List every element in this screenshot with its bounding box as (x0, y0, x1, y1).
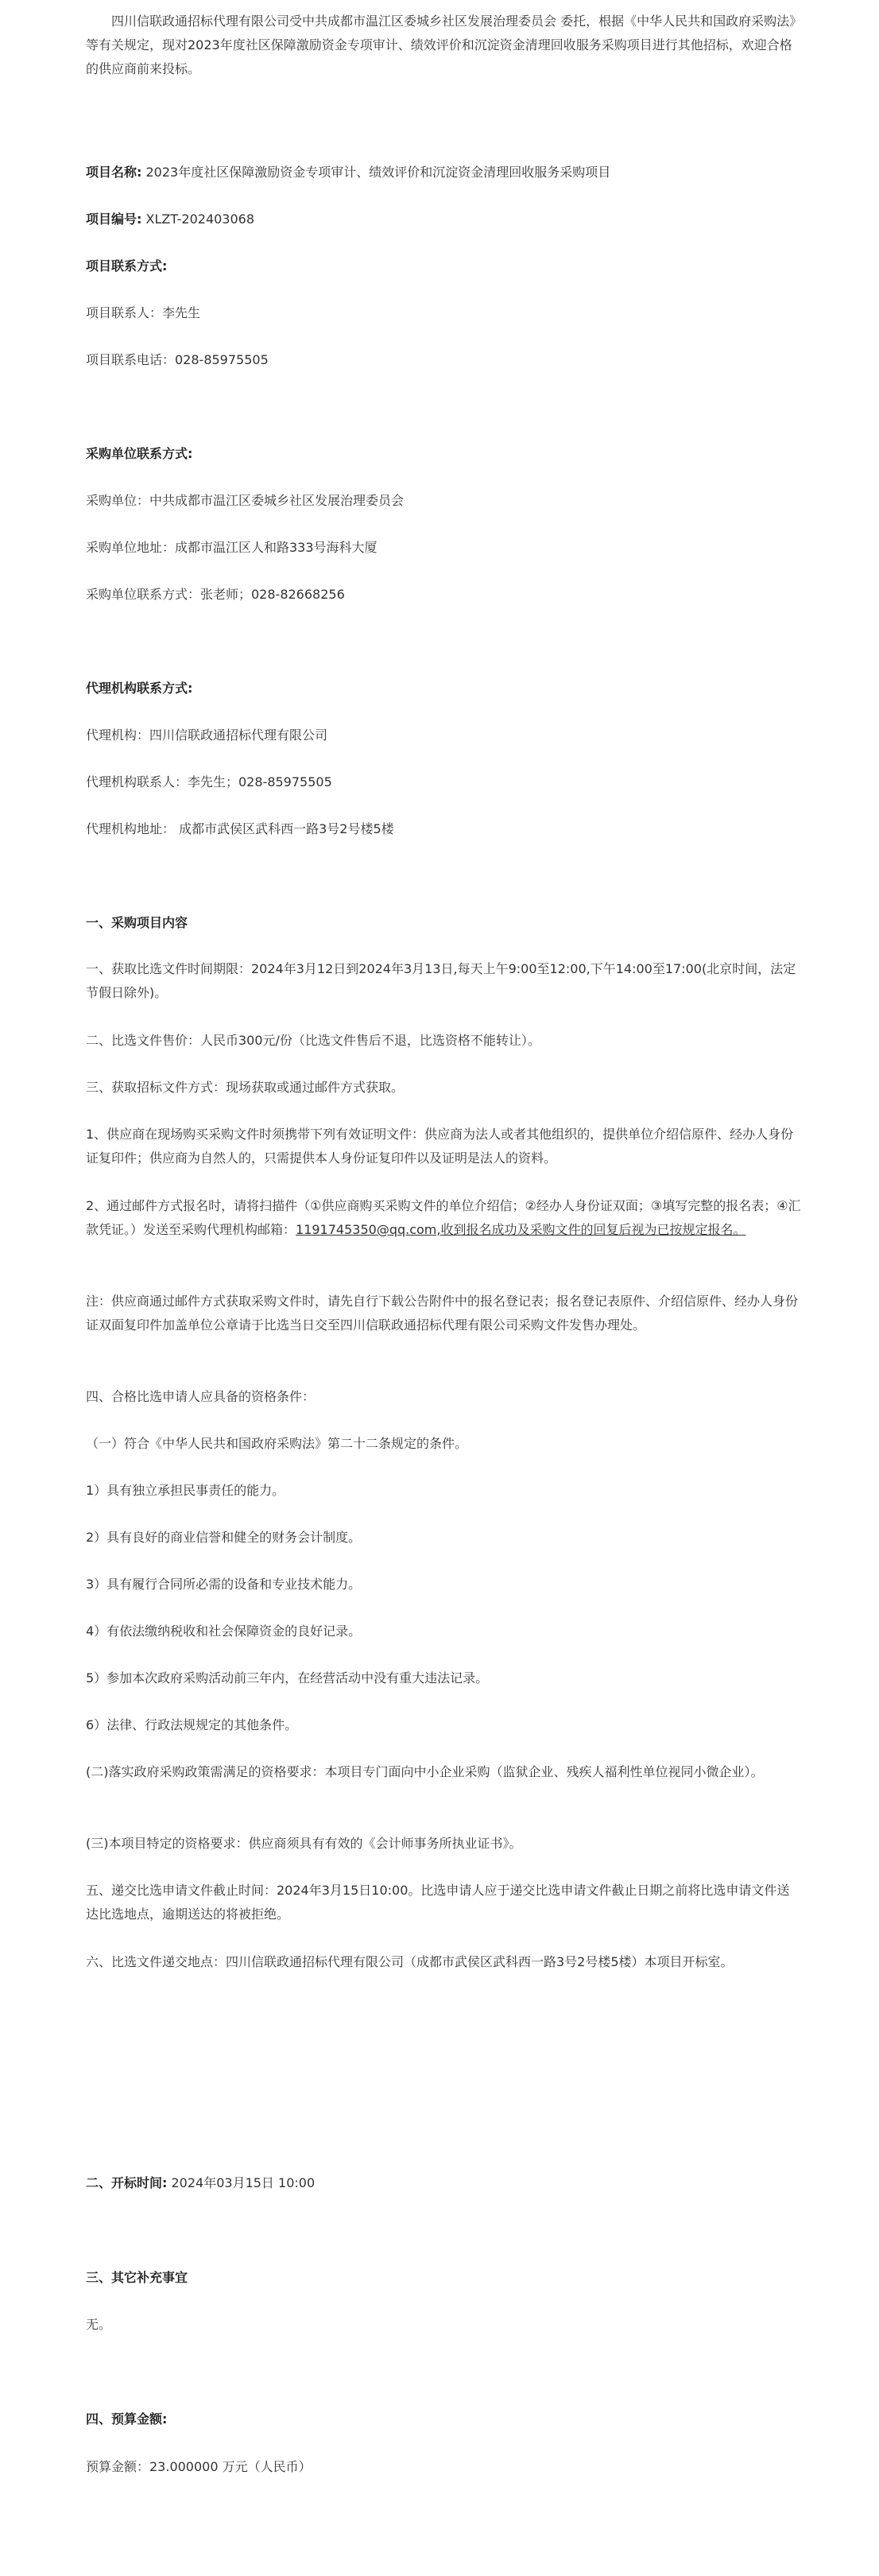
condition-6: 6）法律、行政法规规定的其他条件。 (86, 1717, 298, 1732)
project-name-label: 项目名称: (86, 165, 142, 180)
condition-3: 3）具有履行合同所必需的设备和专业技术能力。 (86, 1577, 362, 1592)
agency-address: 代理机构地址： 成都市武侯区武科西一路3号2号楼5楼 (86, 821, 394, 836)
project-number (86, 208, 801, 231)
qualification-2: (二)落实政府采购政策需满足的资格要求：本项目专门面向中小企业采购（监狱企业、残疾人福利性单位视同小微企业）。 (86, 1764, 764, 1779)
bid-opening-time (86, 2171, 801, 2195)
acquisition-method: 三、获取招标文件方式：现场获取或通过邮件方式获取。 (86, 1080, 405, 1095)
bid-opening-label: 二、开标时间: (86, 2175, 168, 2190)
purchaser-contact: 采购单位联系方式：张老师；028-82668256 (86, 587, 345, 602)
project-number-label: 项目编号: (86, 211, 142, 227)
qualification-1: （一）符合《中华人民共和国政府采购法》第二十二条规定的条件。 (86, 1436, 468, 1451)
section3-heading: 三、其它补充事宜 (86, 2270, 188, 2285)
project-contact-heading: 项目联系方式: (86, 258, 168, 274)
submission-deadline: 五、递交比选申请文件截止时间：2024年3月15日10:00。比选申请人应于递交比选申请文件截止日期之前将比选申请文件送达比选地点，逾期送达的将被拒绝。 (86, 1883, 790, 1922)
note-paragraph: 注：供应商通过邮件方式获取采购文件时，请先自行下载公告附件中的报名登记表；报名登记表原件、介绍信原件、经办人身份证双面复印件加盖单位公章请于比选当日交至四川信联政通招标代理有限公司采购文件发售办理处。 (86, 1294, 799, 1333)
agency-heading: 代理机构联系方式: (86, 681, 193, 696)
agency-contact: 代理机构联系人：李先生；028-85975505 (86, 774, 332, 789)
project-contact-phone: 项目联系电话：028-85975505 (86, 352, 269, 367)
project-name-value: 2023年度社区保障激励资金专项审计、绩效评价和沉淀资金清理回收服务采购项目 (141, 165, 611, 180)
qualification-heading: 四、合格比选申请人应具备的资格条件： (86, 1389, 316, 1404)
document-price: 二、比选文件售价：人民币300元/份（比选文件售后不退，比选资格不能转让）。 (86, 1033, 540, 1048)
project-number-value: XLZT-202403068 (141, 211, 255, 227)
agency-name: 代理机构：四川信联政通招标代理有限公司 (86, 727, 328, 743)
section3-content: 无。 (86, 2317, 112, 2332)
email-registration-text: 2、通过邮件方式报名时，请将扫描件（①供应商购买采购文件的单位介绍信；②经办人身份证双面；③填写完整的报名表；④汇款凭证。）发送至采购代理机构邮箱： (86, 1198, 801, 1237)
bid-opening-value: 2024年03月15日 10:00 (167, 2175, 316, 2190)
qualification-3: (三)本项目特定的资格要求：供应商须具有有效的《会计师事务所执业证书》。 (86, 1836, 522, 1851)
agency-email-link[interactable]: 1191745350@qq.com,收到报名成功及采购文件的回复后视为已按规定报名。 (296, 1222, 746, 1237)
email-registration (86, 1194, 801, 1242)
purchaser-heading: 采购单位联系方式: (86, 446, 193, 461)
project-contact-person: 项目联系人：李先生 (86, 305, 201, 320)
submission-location: 六、比选文件递交地点：四川信联政通招标代理有限公司（成都市武侯区武科西一路3号2号楼5楼）本项目开标室。 (86, 1954, 734, 1969)
budget-amount: 预算金额：23.000000 万元（人民币） (86, 2459, 312, 2474)
purchase-period: 一、获取比选文件时间期限：2024年3月12日到2024年3月13日,每天上午9:00至12:00,下午14:00至17:00(北京时间，法定节假日除外)。 (86, 961, 796, 1000)
condition-2: 2）具有良好的商业信誉和健全的财务会计制度。 (86, 1530, 362, 1545)
condition-5: 5）参加本次政府采购活动前三年内，在经营活动中没有重大违法记录。 (86, 1670, 489, 1686)
purchaser-address: 采购单位地址：成都市温江区人和路333号海科大厦 (86, 540, 378, 555)
purchaser-unit: 采购单位：中共成都市温江区委城乡社区发展治理委员会 (86, 493, 405, 508)
condition-1: 1）具有独立承担民事责任的能力。 (86, 1483, 285, 1498)
onsite-requirements: 1、供应商在现场购买采购文件时须携带下列有效证明文件：供应商为法人或者其他组织的，提供单位介绍信原件、经办人身份证复印件；供应商为自然人的，只需提供本人身份证复印件以及证明是法人的资料。 (86, 1127, 794, 1166)
project-name (86, 161, 801, 184)
intro-paragraph: 四川信联政通招标代理有限公司受中共成都市温江区委城乡社区发展治理委员会 委托，根据《中华人民共和国政府采购法》等有关规定，现对2023年度社区保障激励资金专项审计、绩效评价和沉淀资金清理回收服务采购项目进行其他招标，欢迎合格的供应商前来投标。 (86, 14, 796, 76)
section1-heading: 一、采购项目内容 (86, 915, 188, 930)
section4-heading: 四、预算金额: (86, 2411, 168, 2427)
condition-4: 4）有依法缴纳税收和社会保障资金的良好记录。 (86, 1624, 362, 1639)
